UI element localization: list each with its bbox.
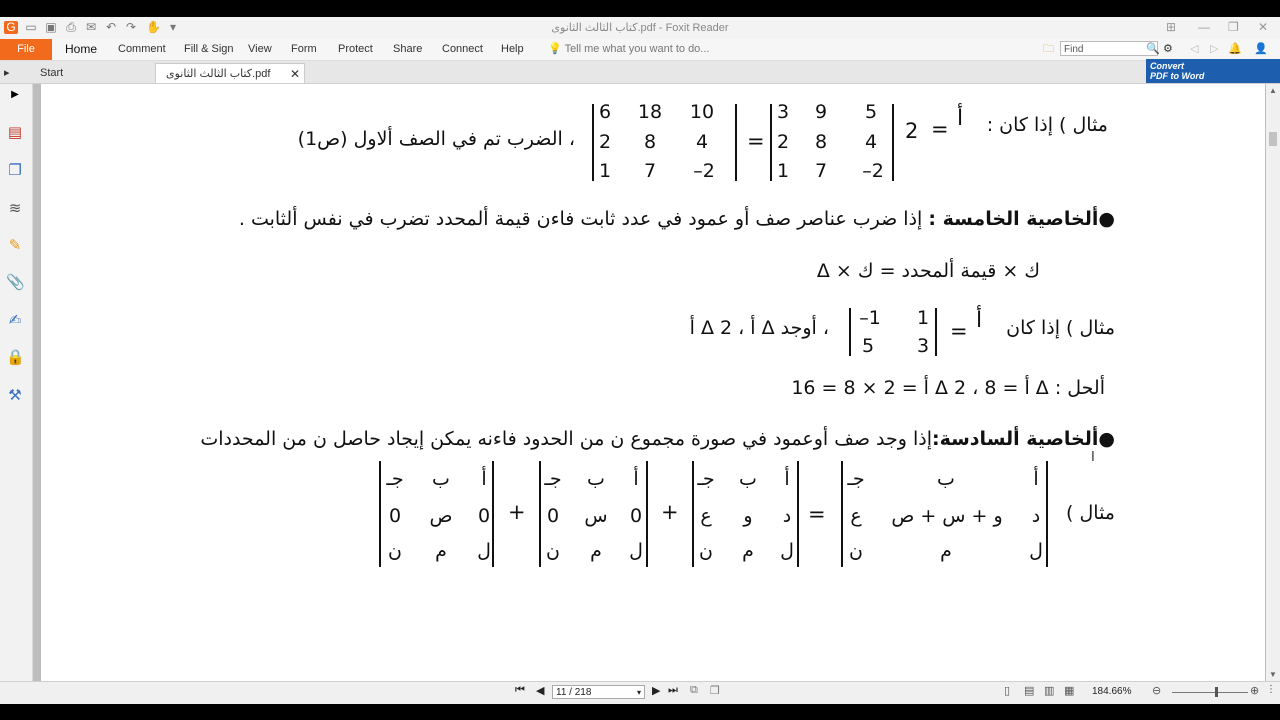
m1-cell: 4 bbox=[864, 131, 878, 153]
tab-document-label: كتاب الثالث الثانوى.pdf bbox=[166, 68, 271, 80]
tab-close-icon[interactable]: ✕ bbox=[289, 67, 300, 81]
m1-cell: 1 bbox=[776, 160, 790, 182]
d3-cell: س bbox=[584, 505, 608, 527]
close-button[interactable]: ✕ bbox=[1258, 20, 1269, 34]
m3-cell: 1 bbox=[916, 307, 930, 329]
convert-label-2: PDF to Word bbox=[1150, 71, 1205, 81]
d3-cell: ب bbox=[587, 468, 605, 490]
tab-document[interactable] bbox=[155, 63, 305, 83]
d2-cell: و bbox=[743, 505, 753, 527]
tab-start[interactable] bbox=[30, 63, 150, 83]
m1-cell: 9 bbox=[814, 101, 828, 123]
m2-cell: 1 bbox=[598, 160, 612, 182]
menu-help[interactable]: Help bbox=[501, 43, 524, 55]
customize-dropdown-icon[interactable]: ▾ bbox=[169, 20, 177, 34]
status-bar bbox=[0, 681, 1280, 704]
m1-cell: –2 bbox=[862, 160, 884, 182]
m2-cell: 8 bbox=[643, 131, 657, 153]
d2-cell: ب bbox=[739, 468, 757, 490]
scrollbar-thumb[interactable] bbox=[1269, 132, 1277, 146]
d3-cell: 0 bbox=[629, 505, 643, 527]
tell-me-label: Tell me what you want to do... bbox=[564, 43, 710, 55]
previous-page-icon[interactable]: ◀ bbox=[536, 685, 545, 697]
m3-cell: 3 bbox=[916, 335, 930, 357]
notification-bell-icon[interactable]: 🔔 bbox=[1228, 43, 1242, 55]
d3-cell: 0 bbox=[546, 505, 560, 527]
property6-paragraph bbox=[200, 428, 1115, 450]
vertical-scrollbar[interactable] bbox=[1266, 84, 1280, 681]
save-icon[interactable]: ▣ bbox=[45, 20, 57, 34]
property5-paragraph bbox=[239, 208, 1115, 230]
bigdet-cell: ب bbox=[937, 468, 955, 490]
solution-line: ألحل : Δ أ = 8 ، Δ 2 أ = 2 × 8 = 16 bbox=[791, 377, 1105, 399]
bigdet-cell: د bbox=[1031, 505, 1041, 527]
tab-list-icon[interactable]: ▸ bbox=[4, 67, 10, 79]
title-bar bbox=[0, 17, 1280, 39]
m2-cell: –2 bbox=[693, 160, 715, 182]
d4-cell: أ bbox=[481, 468, 487, 490]
d2-cell: جـ bbox=[697, 468, 715, 490]
d4-cell: 0 bbox=[477, 505, 491, 527]
user-icon[interactable]: 👤 bbox=[1254, 43, 1268, 55]
d4-cell: ل bbox=[477, 540, 491, 562]
m3-cell: 5 bbox=[861, 335, 875, 357]
email-icon[interactable]: ✉ bbox=[85, 20, 97, 34]
m2-cell: 2 bbox=[598, 131, 612, 153]
tell-me-search[interactable] bbox=[548, 39, 709, 60]
navigation-panel bbox=[0, 84, 33, 681]
d2-cell: د bbox=[782, 505, 792, 527]
menu-share[interactable]: Share bbox=[393, 43, 423, 55]
zoom-level[interactable]: 184.66% bbox=[1092, 686, 1132, 697]
property5-title: ألخاصية الخامسة : bbox=[928, 208, 1099, 230]
example2-find: ، أوجد Δ أ ، Δ 2 أ bbox=[689, 317, 829, 339]
d4-cell: ص bbox=[429, 505, 453, 527]
back-icon[interactable]: ◁ bbox=[1190, 43, 1199, 55]
m3-cell: –1 bbox=[859, 307, 881, 329]
m2-cell: 6 bbox=[598, 101, 612, 123]
single-page-icon[interactable]: ▯ bbox=[1004, 685, 1011, 697]
zoom-slider[interactable] bbox=[1172, 692, 1248, 693]
signature-icon[interactable]: ✍ bbox=[8, 312, 22, 329]
example2-eq: = bbox=[950, 319, 968, 343]
example2-label: مثال ) إذا كان bbox=[1006, 317, 1115, 339]
pdf-page bbox=[41, 84, 1265, 681]
menu-connect[interactable]: Connect bbox=[442, 43, 483, 55]
security-lock-icon[interactable]: 🔒 bbox=[6, 349, 25, 366]
m1-cell: 3 bbox=[776, 101, 790, 123]
plus-sign: + bbox=[661, 500, 679, 524]
document-tabs bbox=[0, 61, 1280, 84]
bullet-icon: ● bbox=[1098, 428, 1115, 450]
property5-text: إذا ضرب عناصر صف أو عمود في عدد ثابت فاءن قيمة ألمحدد تضرب في نفس ألثابت . bbox=[238, 208, 923, 230]
d4-cell: 0 bbox=[388, 505, 402, 527]
d2-cell: م bbox=[742, 540, 754, 562]
bigdet-cell: م bbox=[940, 540, 952, 562]
scroll-down-icon[interactable]: ▼ bbox=[1269, 670, 1277, 679]
continuous-facing-icon[interactable]: ▦ bbox=[1064, 685, 1075, 697]
bookmark-icon[interactable]: ▤ bbox=[7, 124, 23, 141]
menu-view[interactable]: View bbox=[248, 43, 272, 55]
bigdet-cell: جـ bbox=[847, 468, 865, 490]
property6-text: إذا وجد صف أوعمود في صورة مجموع ن من الحدود فاءنه يمكن إيجاد حاصل ن من المحددات bbox=[200, 428, 932, 450]
tools-icon[interactable]: ⚒ bbox=[8, 387, 22, 404]
example2-a: أ bbox=[976, 308, 983, 333]
det-bar bbox=[735, 104, 737, 181]
first-page-icon[interactable]: ⏮ bbox=[515, 684, 525, 696]
menu-fill-sign[interactable]: Fill & Sign bbox=[184, 43, 234, 55]
property5-formula: ك × قيمة ألمحدد = ك × Δ bbox=[816, 260, 1040, 282]
d2-cell: أ bbox=[784, 468, 790, 490]
m2-cell: 7 bbox=[643, 160, 657, 182]
bigdet-cell: و + س + ص bbox=[891, 505, 1003, 527]
facing-page-icon[interactable]: ▥ bbox=[1044, 685, 1055, 697]
forward-icon[interactable]: ▷ bbox=[1210, 43, 1219, 55]
m2-cell: 10 bbox=[689, 101, 715, 123]
page-number-value: 11 / 218 bbox=[556, 687, 592, 698]
page-view-icon[interactable]: ❐ bbox=[710, 685, 720, 697]
menu-protect[interactable]: Protect bbox=[338, 43, 373, 55]
m1-cell: 8 bbox=[814, 131, 828, 153]
d2-cell: ن bbox=[699, 540, 713, 562]
example1-note: ، الضرب تم في الصف ألاول (ص1) bbox=[297, 128, 575, 150]
d3-cell: جـ bbox=[544, 468, 562, 490]
hand-tool-icon[interactable]: ✋ bbox=[146, 20, 161, 34]
plus-sign: + bbox=[508, 500, 526, 524]
panel-expand-icon[interactable]: ▶ bbox=[11, 89, 19, 100]
d3-cell: ن bbox=[546, 540, 560, 562]
find-input[interactable]: Find bbox=[1060, 41, 1158, 56]
example1-eq1: = bbox=[931, 117, 949, 141]
lightbulb-icon: 💡 bbox=[548, 43, 562, 55]
open-icon[interactable]: ▭ bbox=[25, 20, 37, 34]
attachments-icon[interactable]: 📎 bbox=[6, 274, 25, 291]
convert-label-1: Convert bbox=[1150, 61, 1185, 71]
d3-cell: ل bbox=[629, 540, 643, 562]
restore-button[interactable]: ❐ bbox=[1228, 20, 1239, 34]
example1-a: أ bbox=[957, 106, 964, 131]
page-dropdown-icon[interactable]: ▾ bbox=[636, 688, 641, 697]
zoom-out-icon[interactable]: ⊖ bbox=[1152, 685, 1162, 697]
example3-eq: = bbox=[808, 502, 826, 526]
continuous-page-icon[interactable]: ▤ bbox=[1024, 685, 1035, 697]
folder-icon[interactable]: 🗀 bbox=[1043, 43, 1054, 55]
menu-home[interactable]: Home bbox=[65, 42, 98, 56]
menu-form[interactable]: Form bbox=[291, 43, 317, 55]
copy-view-icon[interactable]: ⧉ bbox=[690, 684, 698, 696]
ribbon-toggle-icon[interactable]: ⊞ bbox=[1166, 20, 1177, 34]
example3-label: مثال ) bbox=[1066, 502, 1115, 524]
menu-comment[interactable]: Comment bbox=[118, 43, 166, 55]
next-page-icon[interactable]: ▶ bbox=[652, 685, 661, 697]
d3-cell: أ bbox=[633, 468, 639, 490]
minimize-button[interactable]: — bbox=[1198, 20, 1210, 34]
example1-k: 2 bbox=[905, 119, 919, 143]
ribbon-menu bbox=[0, 39, 1280, 61]
window-title: كتاب الثالث الثانوى.pdf - Foxit Reader bbox=[551, 22, 729, 34]
example1-label: مثال ) إذا كان : bbox=[986, 114, 1108, 136]
settings-gear-icon[interactable]: ⚙ bbox=[1163, 43, 1173, 55]
d4-cell: جـ bbox=[386, 468, 404, 490]
zoom-slider-handle[interactable] bbox=[1215, 687, 1218, 697]
m2-cell: 18 bbox=[637, 101, 663, 123]
layers-icon[interactable]: ≋ bbox=[8, 200, 22, 217]
bigdet-cell: ع bbox=[850, 505, 862, 527]
tab-start-label: Start bbox=[40, 67, 64, 79]
d4-cell: م bbox=[435, 540, 447, 562]
search-icon[interactable]: 🔍 bbox=[1146, 43, 1160, 55]
print-icon[interactable]: ⎙ bbox=[66, 20, 76, 34]
bullet-icon: ● bbox=[1098, 208, 1115, 230]
comments-icon[interactable]: ✎ bbox=[8, 237, 22, 254]
page-number-input[interactable] bbox=[552, 685, 645, 699]
zoom-in-icon[interactable]: ⊕ bbox=[1250, 685, 1260, 697]
bigdet-cell: أ bbox=[1033, 468, 1039, 490]
m2-cell: 4 bbox=[695, 131, 709, 153]
m1-cell: 2 bbox=[776, 131, 790, 153]
d3-cell: م bbox=[590, 540, 602, 562]
m1-cell: 5 bbox=[864, 101, 878, 123]
scroll-up-icon[interactable]: ▲ bbox=[1269, 86, 1277, 95]
m1-cell: 7 bbox=[814, 160, 828, 182]
file-menu[interactable]: File bbox=[0, 39, 52, 60]
d4-cell: ن bbox=[388, 540, 402, 562]
undo-icon[interactable]: ↶ bbox=[105, 20, 117, 34]
d2-cell: ع bbox=[700, 505, 712, 527]
convert-pdf-to-word-button[interactable] bbox=[1146, 59, 1280, 83]
pages-icon[interactable]: ❐ bbox=[8, 162, 22, 179]
redo-icon[interactable]: ↷ bbox=[125, 20, 137, 34]
last-page-icon[interactable]: ⏭ bbox=[668, 684, 678, 696]
text-cursor-icon: Ι bbox=[1091, 450, 1095, 465]
example1-eq2: = bbox=[747, 129, 765, 153]
bigdet-cell: ل bbox=[1029, 540, 1043, 562]
d4-cell: ب bbox=[432, 468, 450, 490]
bigdet-cell: ن bbox=[849, 540, 863, 562]
app-logo-icon: G bbox=[4, 21, 18, 34]
property6-title: ألخاصية ألسادسة: bbox=[932, 428, 1099, 450]
d2-cell: ل bbox=[780, 540, 794, 562]
panel-toggle-icon[interactable]: ⋮ bbox=[1266, 684, 1276, 695]
